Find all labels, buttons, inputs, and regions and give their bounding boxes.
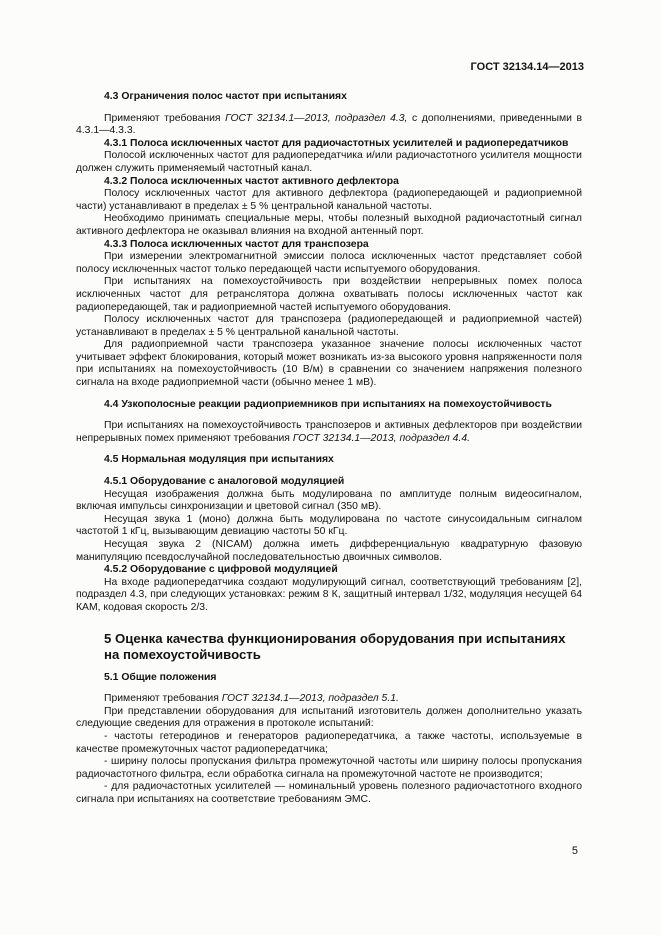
document-body [76,91,582,807]
section-4-5-1-paragraph-3: Несущая звука 2 (NICAM) должна иметь дифференциальную квадратурную фазовую манипуляцию псевдослучайной последовательностью двоичных символов. [76,539,582,563]
standard-reference: ГОСТ 32134.1—2013, подраздел 4.3, [225,112,408,124]
document-code: ГОСТ 32134.14—2013 [470,61,584,73]
list-item: - частоты гетеродинов и генераторов радиопередатчика, а также частоты, используемые в качестве промежуточных частот радиопередатчика; [76,730,582,755]
section-4-5-1-title: 4.5.1 Оборудование с аналоговой модуляцией [104,476,345,488]
section-5-1-title: 5.1 Общие положения [104,671,217,683]
section-4-5-title: 4.5 Нормальная модуляция при испытаниях [104,454,334,466]
section-4-5-1-paragraph-2: Несущая звука 1 (моно) должна быть модулирована по частоте синусоидальным сигналом частотой 1 кГц, вызывающим девиацию частоты 50 кГц. [76,513,582,538]
text-run: При испытаниях на помехоустойчивость транспозеров и активных дефлекторов при воздействии непрерывных помех применяют требования [76,420,582,444]
section-5-1-paragraph-1 [76,693,582,706]
section-5-title-line-1: 5 Оценка качества функционирования оборудования при испытаниях [104,630,566,646]
list-item: - для радиочастотных усилителей — номинальный уровень полезного радиочастотного входного сигнала при испытаниях на соответствие требованиям ЭМС. [76,781,582,805]
page-number: 5 [571,845,578,857]
section-4-3-3-title: 4.3.3 Полоса исключенных частот для транспозера [104,238,369,250]
section-4-4-paragraph [76,420,582,445]
section-4-3-1-paragraph: Полосой исключенных частот для радиопередатчика и/или радиочастотного усилителя мощности должен служить применяемый частотный канал. [76,150,582,174]
section-4-3-3-paragraph-4: Для радиоприемной части транспозера указанное значение полосы исключенных частот учитывает эффект блокирования, который может возникать из-за высокого уровня напряженности поля при испытаниях на помехоустойчивость (10 В/м) в сравнении со значением напряжения полезного сигнала на входе радиоприемной части (обычно менее 1 мВ). [76,339,582,389]
section-4-3-3-paragraph-1: При измерении электромагнитной эмиссии полоса исключенных частот представляет собой полосу исключенных частот только передающей части испытуемого оборудования. [76,251,582,275]
section-4-3-2-paragraph-1: Полосу исключенных частот для активного дефлектора (радиопередающей и радиоприемной части) устанавливают в пределах ± 5 % центральной канальной частоты. [76,188,582,212]
section-4-3-3-paragraph-2: При испытаниях на помехоустойчивость при воздействии непрерывных помех полоса исключенных частот для ретранслятора должна охватывать полосы исключенных частот как радиопередающей, так и радиоприемной частей испытуемого оборудования. [76,276,582,313]
section-5-1-paragraph-2: При представлении оборудования для испытаний изготовитель должен дополнительно указать следующие сведения для отражения в протоколе испытаний: [76,705,582,730]
standard-reference: ГОСТ 32134.1—2013, подраздел 4.4. [292,432,470,444]
section-4-5-2-paragraph: На входе радиопередатчика создают модулирующий сигнал, соответствующий требованиям [2], подраздел 4.3, при следующих установках: режим 8 К, защитный интервал 1/32, модуляция несущей 64 КАМ, кодовая скорость 2/3. [76,576,582,613]
text-run: с дополнениями, приведенными в 4.3.1—4.3.3. [76,112,583,137]
section-4-3-3-paragraph-3: Полосу исключенных частот для транспозера (радиопередающей и радиоприемной частей) устанавливают в пределах ± 5 % центральной канальной частоты. [76,314,582,338]
list-item: - ширину полосы пропускания фильтра промежуточной частоты или ширину полосы пропускания радиочастотного фильтра, если обработка сигнала на промежуточной частоте не производится; [76,756,582,780]
section-4-4-title: 4.4 Узкополосные реакции радиоприемников при испытаниях на помехоустойчивость [104,398,552,410]
section-4-3-2-paragraph-2: Необходимо принимать специальные меры, чтобы полезный выходной радиочастотный сигнал активного дефлектора не оказывал влияния на входной антенный порт. [76,213,582,237]
section-4-3-1-title: 4.3.1 Полоса исключенных частот для радиочастотных усилителей и радиопередатчиков [104,137,569,149]
section-4-5-1-paragraph-1: Несущая изображения должна быть модулирована по амплитуде полным видеосигналом, включая импульсы синхронизации и цветовой сигнал (350 мВ). [76,488,582,513]
section-4-3-title: 4.3 Ограничения полос частот при испытаниях [104,91,347,102]
section-4-3-2-title: 4.3.2 Полоса исключенных частот активного дефлектора [104,175,399,187]
section-5-title [76,631,582,663]
text-run: Применяют требования [104,693,222,705]
section-4-5-2-title: 4.5.2 Оборудование с цифровой модуляцией [104,564,338,576]
section-4-3-paragraph [76,113,582,138]
standard-reference: ГОСТ 32134.1—2013, подраздел 5.1. [221,693,399,705]
text-run: Применяют требования [104,112,226,124]
section-5-title-line-2: на помехоустойчивость [104,646,261,662]
